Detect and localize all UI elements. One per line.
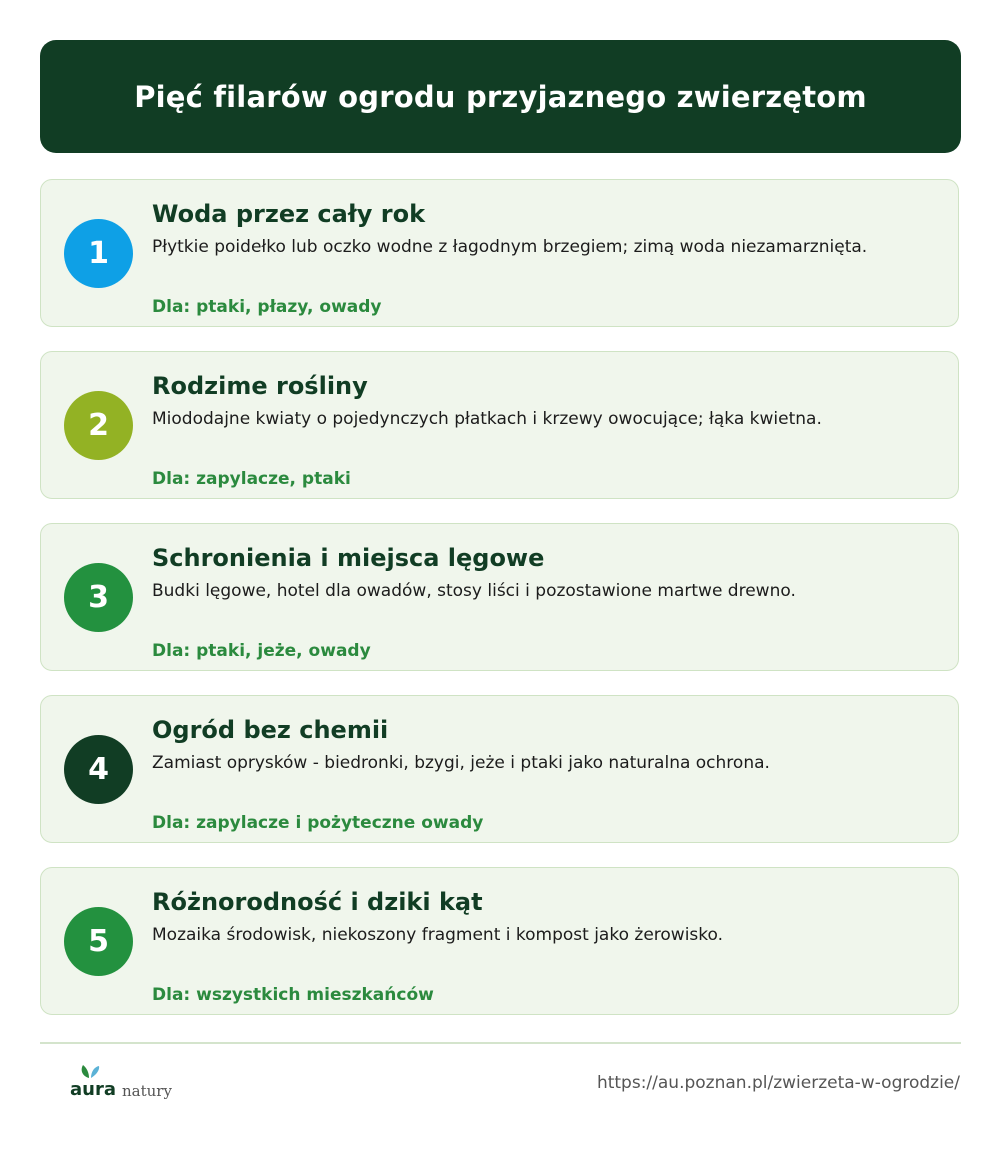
- footer-divider: [40, 1042, 961, 1044]
- card-audience: Dla: zapylacze, ptaki: [152, 469, 351, 489]
- aura-natury-logo: [70, 1064, 190, 1104]
- card-title: Rodzime rośliny: [152, 372, 368, 400]
- number-badge: 5: [64, 907, 133, 976]
- card-audience: Dla: ptaki, płazy, owady: [152, 297, 382, 317]
- leaf-icon: [70, 1064, 110, 1080]
- number-badge: 3: [64, 563, 133, 632]
- card-title: Różnorodność i dziki kąt: [152, 888, 483, 916]
- page-header: [40, 40, 961, 153]
- pillar-card-5: [40, 867, 959, 1015]
- card-description: Płytkie poidełko lub oczko wodne z łagodnym brzegiem; zimą woda niezamarznięta.: [152, 237, 868, 257]
- card-description: Mozaika środowisk, niekoszony fragment i kompost jako żerowisko.: [152, 925, 724, 945]
- pillar-card-4: [40, 695, 959, 843]
- number-badge: 2: [64, 391, 133, 460]
- logo-subtext: natury: [122, 1082, 172, 1100]
- card-description: Zamiast oprysków - biedronki, bzygi, jeże i ptaki jako naturalna ochrona.: [152, 753, 770, 773]
- card-description: Budki lęgowe, hotel dla owadów, stosy liści i pozostawione martwe drewno.: [152, 581, 796, 601]
- card-audience: Dla: zapylacze i pożyteczne owady: [152, 813, 484, 833]
- pillar-card-2: [40, 351, 959, 499]
- source-url[interactable]: https://au.poznan.pl/zwierzeta-w-ogrodzie/: [596, 1073, 960, 1093]
- card-title: Schronienia i miejsca lęgowe: [152, 544, 545, 572]
- card-audience: Dla: wszystkich mieszkańców: [152, 985, 434, 1005]
- number-badge: 4: [64, 735, 133, 804]
- card-audience: Dla: ptaki, jeże, owady: [152, 641, 371, 661]
- card-description: Miododajne kwiaty o pojedynczych płatkach i krzewy owocujące; łąka kwietna.: [152, 409, 822, 429]
- pillar-card-3: [40, 523, 959, 671]
- card-title: Woda przez cały rok: [152, 200, 426, 228]
- pillar-card-1: [40, 179, 959, 327]
- logo-text: aura: [70, 1079, 116, 1100]
- card-title: Ogród bez chemii: [152, 716, 389, 744]
- number-badge: 1: [64, 219, 133, 288]
- page-title: Pięć filarów ogrodu przyjaznego zwierzętom: [134, 79, 867, 114]
